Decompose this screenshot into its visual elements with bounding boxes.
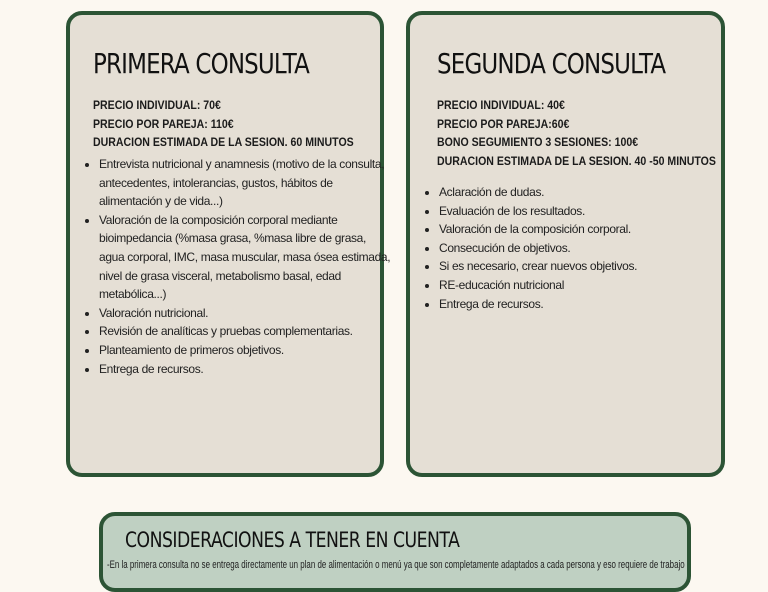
list-item: • Valoración de la composición corporal. xyxy=(439,220,731,239)
segunda-consulta-card xyxy=(406,11,725,477)
segunda-price-individual: PRECIO INDIVIDUAL: 40€ xyxy=(437,98,565,112)
list-item: • Aclaración de dudas. xyxy=(439,183,731,202)
considerations-card xyxy=(99,512,691,592)
segunda-consulta-list xyxy=(419,183,731,313)
list-item: • Evaluación de los resultados. xyxy=(439,202,731,221)
considerations-text: -En la primera consulta no se entrega directamente un plan de alimentación o menú ya que son completamente adaptados a cada persona y eso requiere de trabajo xyxy=(107,559,685,571)
list-item: • Entrega de recursos. xyxy=(439,295,731,314)
segunda-duration: DURACION ESTIMADA DE LA SESION. 40 -50 MINUTOS xyxy=(437,153,716,168)
segunda-price-pareja: PRECIO POR PAREJA:60€ xyxy=(437,116,570,131)
list-item: • Valoración de la composición corporal mediante bioimpedancia (%masa grasa, %masa libre de grasa, agua corporal, IMC, masa muscular, masa ósea estimada, nivel de grasa visceral, metabolismo basal, edad metabólica...) xyxy=(99,211,391,304)
list-item: • Revisión de analíticas y pruebas complementarias. xyxy=(99,322,391,341)
list-item: • Entrega de recursos. xyxy=(99,360,391,379)
primera-price-individual: PRECIO INDIVIDUAL: 70€ xyxy=(93,98,221,112)
segunda-price-bono: BONO SEGUMIENTO 3 SESIONES: 100€ xyxy=(437,135,639,149)
primera-consulta-card xyxy=(66,11,391,477)
list-item: • Entrevista nutricional y anamnesis (motivo de la consulta, antecedentes, intolerancias, gustos, hábitos de alimentación y de vida...) xyxy=(99,155,391,211)
list-item: • Valoración nutricional. xyxy=(99,304,391,323)
segunda-consulta-prices xyxy=(437,96,716,170)
primera-consulta-title: PRIMERA CONSULTA xyxy=(93,47,310,80)
segunda-consulta-title: SEGUNDA CONSULTA xyxy=(437,47,666,80)
list-item: • Si es necesario, crear nuevos objetivos. xyxy=(439,257,731,276)
considerations-title: CONSIDERACIONES A TENER EN CUENTA xyxy=(125,528,460,552)
list-item: • Planteamiento de primeros objetivos. xyxy=(99,341,391,360)
list-item: • RE-educación nutricional xyxy=(439,276,731,295)
primera-duration: DURACION ESTIMADA DE LA SESION. 60 MINUTOS xyxy=(93,135,354,149)
primera-consulta-prices xyxy=(93,96,354,152)
primera-price-pareja: PRECIO POR PAREJA: 110€ xyxy=(93,116,234,131)
list-item: • Consecución de objetivos. xyxy=(439,239,731,258)
primera-consulta-list xyxy=(79,155,391,378)
